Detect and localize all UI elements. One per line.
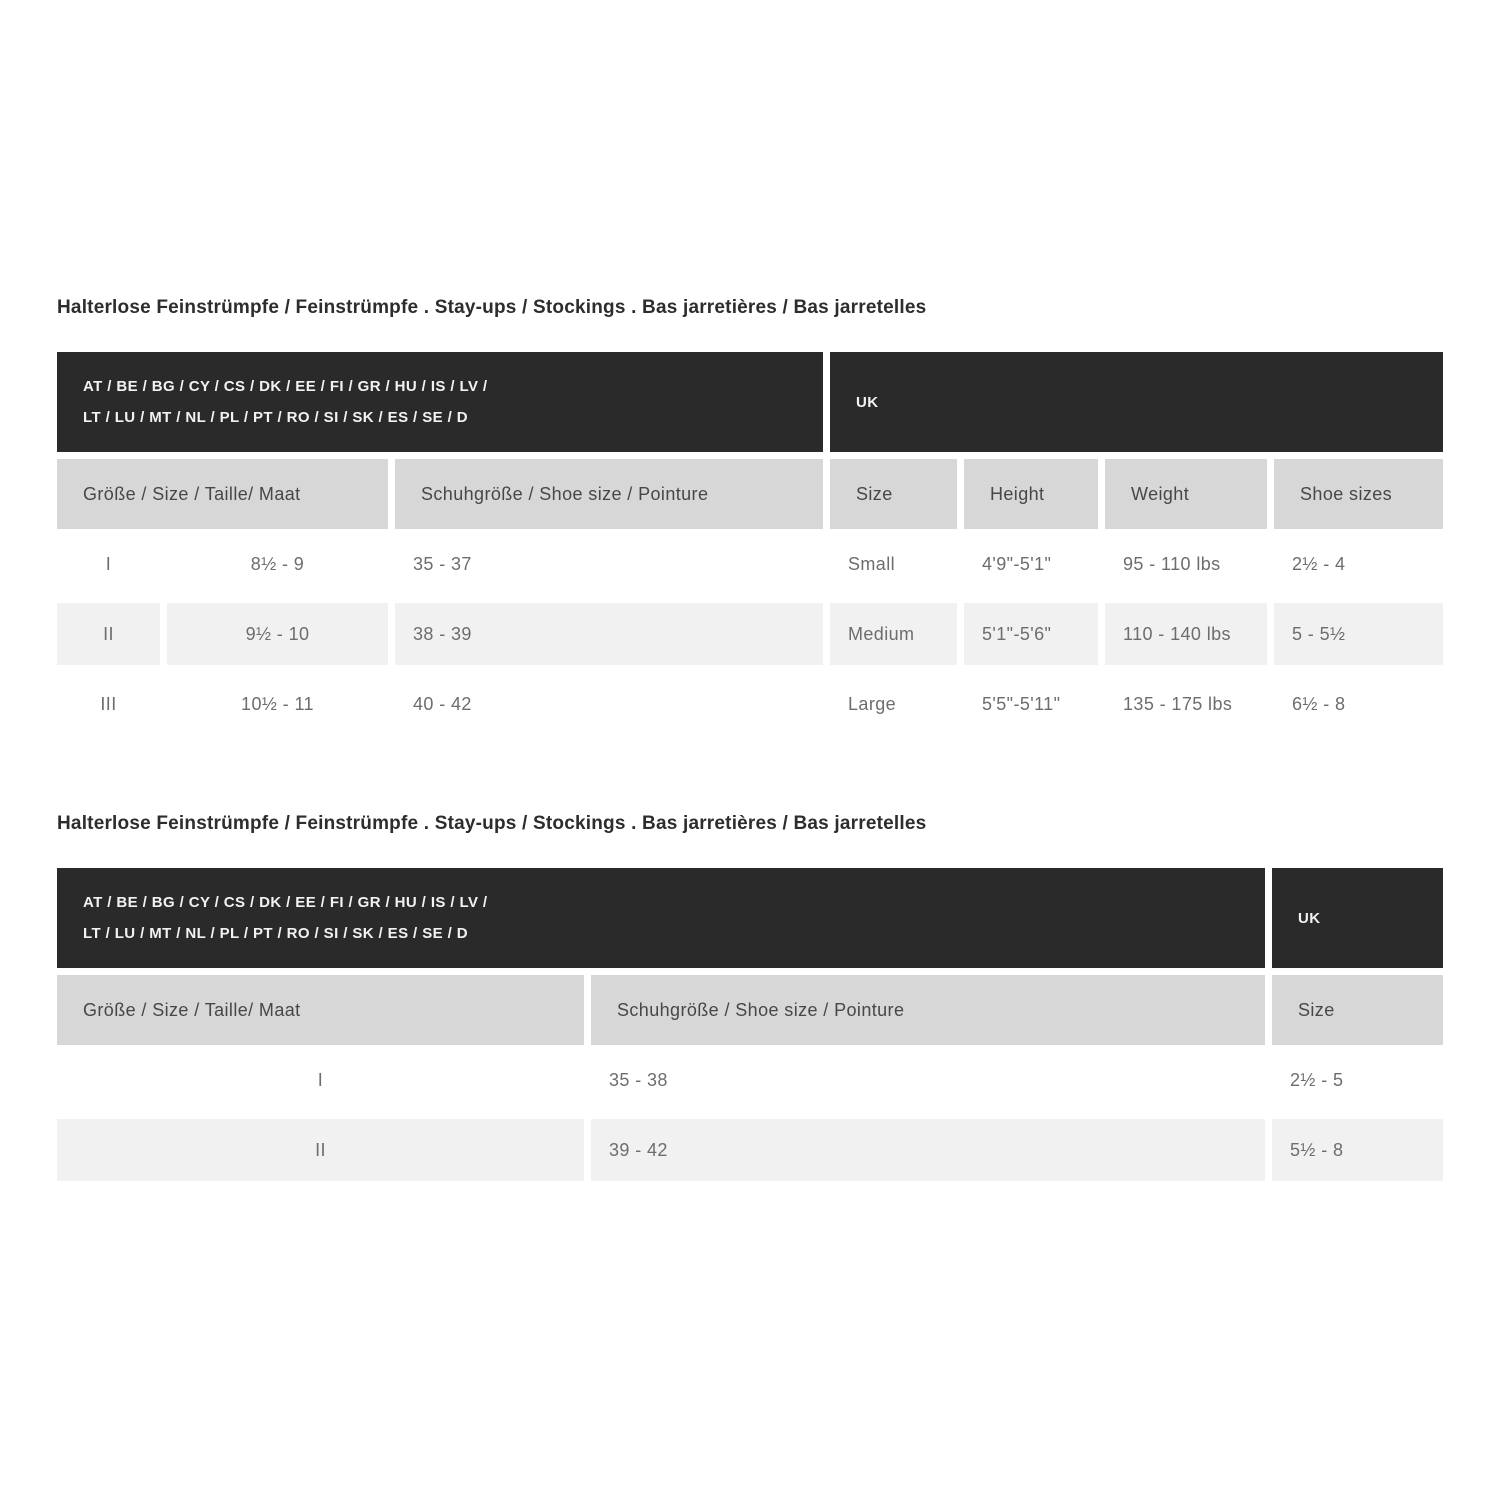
size-table-stockings-eu-2 (57, 813, 1443, 1185)
column-header-schuhgroesse: Schuhgröße / Shoe size / Pointure (395, 459, 823, 529)
column-header-groesse: Größe / Size / Taille/ Maat (57, 459, 388, 529)
cell-uk-size: Small (848, 553, 896, 574)
cell-shoe-size-uk: 2½ - 4 (1292, 553, 1346, 574)
uk-region-label: UK (1298, 909, 1321, 927)
table-row-size-I (57, 1045, 1443, 1115)
cell-shoe-size-eu: 35 - 38 (609, 1069, 668, 1090)
cell-size-range: 9½ - 10 (167, 603, 388, 665)
eu-countries-line2: LT / LU / MT / NL / PL / PT / RO / SI / SK / ES / SE / D (83, 925, 468, 942)
cell-height: 4'9"-5'1" (982, 553, 1052, 574)
column-header-size: Size (1272, 975, 1443, 1045)
cell-shoe-size-eu: 35 - 37 (413, 553, 472, 574)
cell-height: 5'1"-5'6" (964, 603, 1098, 665)
cell-shoe-size-eu: 39 - 42 (591, 1119, 1265, 1181)
column-header-row (57, 975, 1443, 1045)
cell-shoe-size-uk: 6½ - 8 (1292, 693, 1346, 714)
cell-uk-size: 5½ - 8 (1272, 1119, 1443, 1181)
uk-region-cell (1272, 868, 1443, 968)
cell-size-numeral: II (57, 1119, 584, 1181)
eu-countries-line1: AT / BE / BG / CY / CS / DK / EE / FI / GR / HU / IS / LV / (83, 378, 488, 395)
column-header-weight: Weight (1105, 459, 1267, 529)
table-row-size-II (57, 1115, 1443, 1185)
eu-countries-cell (57, 352, 823, 452)
eu-countries-line1: AT / BE / BG / CY / CS / DK / EE / FI / GR / HU / IS / LV / (83, 894, 488, 911)
cell-size-range: 8½ - 9 (250, 553, 305, 574)
cell-size-range: 10½ - 11 (241, 693, 314, 714)
column-header-schuhgroesse: Schuhgröße / Shoe size / Pointure (591, 975, 1265, 1045)
cell-shoe-size-eu: 40 - 42 (413, 693, 472, 714)
table-row-size-I (57, 529, 1443, 599)
cell-uk-size: Medium (830, 603, 957, 665)
column-header-shoe-sizes: Shoe sizes (1274, 459, 1443, 529)
column-header-row (57, 459, 1443, 529)
table-row-size-II (57, 599, 1443, 669)
cell-shoe-size-uk: 5 - 5½ (1274, 603, 1443, 665)
table-title: Halterlose Feinstrümpfe / Feinstrümpfe . Stay-ups / Stockings . Bas jarretières / Bas jarretelles (57, 813, 927, 834)
cell-uk-size: 2½ - 5 (1290, 1069, 1344, 1090)
region-header-row (57, 868, 1443, 968)
uk-region-cell (830, 352, 1443, 452)
table-row-size-III (57, 669, 1443, 739)
column-header-size: Size (830, 459, 957, 529)
region-header-row (57, 352, 1443, 452)
size-table-stockings-eu (57, 297, 1443, 739)
eu-countries-line2: LT / LU / MT / NL / PL / PT / RO / SI / SK / ES / SE / D (83, 409, 468, 426)
uk-region-label: UK (856, 393, 879, 411)
table-title: Halterlose Feinstrümpfe / Feinstrümpfe . Stay-ups / Stockings . Bas jarretières / Bas jarretelles (57, 297, 927, 318)
eu-countries-cell (57, 868, 1265, 968)
cell-uk-size: Large (848, 693, 897, 714)
column-header-groesse: Größe / Size / Taille/ Maat (57, 975, 584, 1045)
cell-size-numeral: III (100, 693, 117, 714)
cell-size-numeral: II (57, 603, 160, 665)
cell-weight: 95 - 110 lbs (1123, 553, 1221, 574)
cell-weight: 110 - 140 lbs (1105, 603, 1267, 665)
cell-shoe-size-eu: 38 - 39 (395, 603, 823, 665)
cell-weight: 135 - 175 lbs (1123, 693, 1233, 714)
cell-height: 5'5"-5'11" (982, 693, 1061, 714)
cell-size-numeral: I (317, 1069, 324, 1090)
cell-size-numeral: I (105, 553, 112, 574)
column-header-height: Height (964, 459, 1098, 529)
